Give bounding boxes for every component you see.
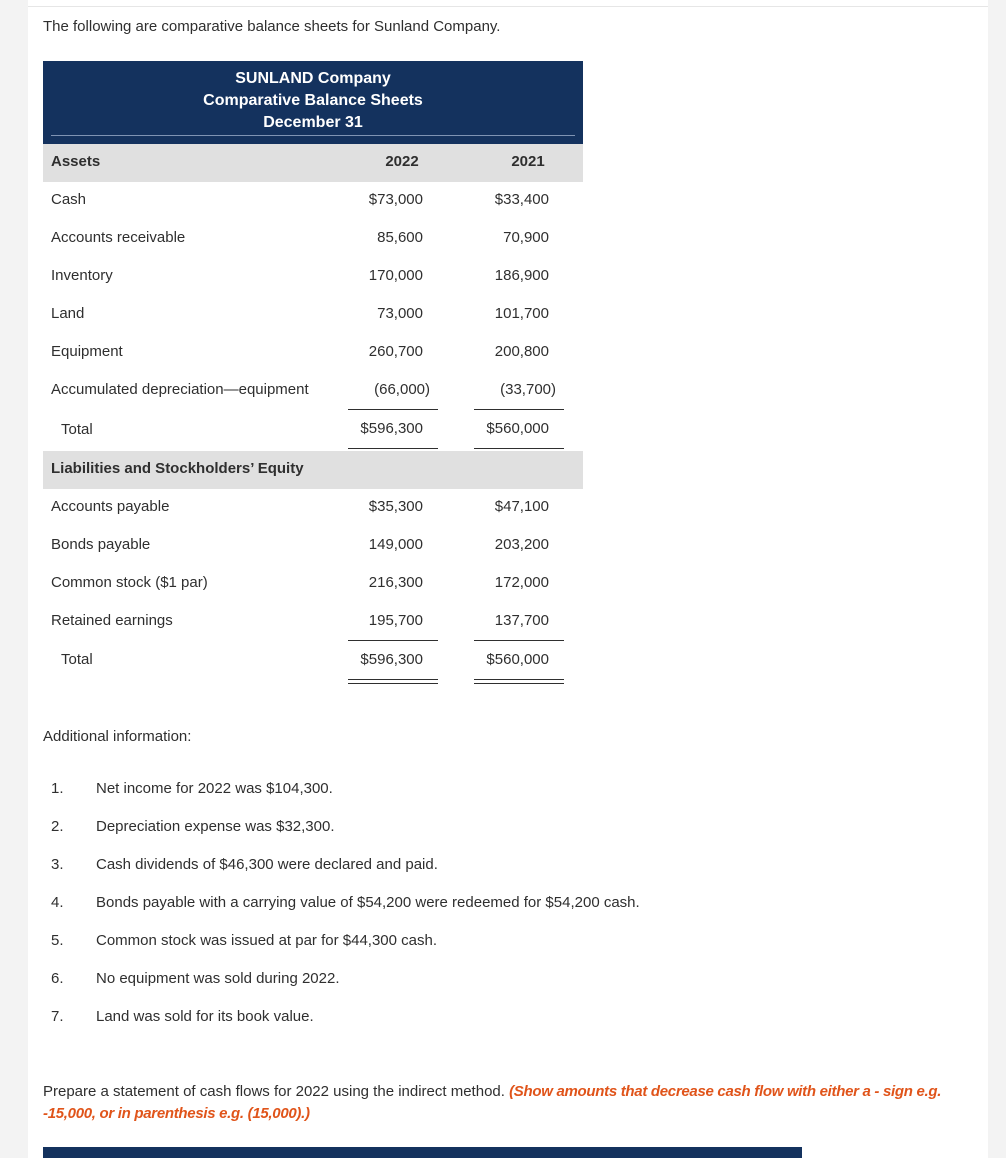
assets-heading: Assets: [51, 153, 101, 170]
liab-total-2022: $596,300: [360, 651, 423, 668]
assets-total-2021: $560,000: [486, 420, 549, 437]
liability-row-2021: 137,700: [494, 612, 549, 629]
liability-row-2021: 203,200: [494, 536, 549, 553]
info-item-number: 2.: [51, 818, 64, 835]
year-2022-header: 2022: [385, 153, 419, 170]
info-item-number: 3.: [51, 856, 64, 873]
info-item-number: 6.: [51, 970, 64, 987]
liab-total-label: Total: [61, 651, 93, 668]
instruction: [43, 1081, 963, 1125]
statement-date: December 31: [263, 114, 363, 131]
asset-row-2022: $73,000: [368, 191, 423, 208]
info-item-text: Depreciation expense was $32,300.: [96, 818, 335, 835]
asset-row-2022: 170,000: [368, 267, 423, 284]
info-item-text: Common stock was issued at par for $44,300 cash.: [96, 932, 438, 949]
asset-row-2021: 186,900: [494, 267, 549, 284]
balance-sheet-header: [43, 61, 583, 144]
info-item-text: Cash dividends of $46,300 were declared and paid.: [96, 856, 438, 873]
asset-row-label: Accounts receivable: [51, 229, 186, 246]
asset-row-2021: 101,700: [494, 305, 549, 322]
asset-row-2021: 70,900: [503, 229, 549, 246]
asset-row-2022: (66,000): [374, 381, 430, 398]
liability-row-label: Accounts payable: [51, 498, 170, 515]
intro-text: The following are comparative balance sheets for Sunland Company.: [43, 18, 501, 35]
asset-row-2021: (33,700): [500, 381, 556, 398]
subtotal-rule: [474, 409, 564, 410]
liability-row-label: Retained earnings: [51, 612, 173, 629]
divider: [28, 6, 988, 7]
total-double-rule: [474, 679, 564, 684]
subtotal-rule: [348, 640, 438, 641]
instruction-text: Prepare a statement of cash flows for 2022 using the indirect method.: [43, 1083, 505, 1100]
liability-row-2022: 195,700: [368, 612, 423, 629]
additional-info-heading: Additional information:: [43, 728, 192, 745]
asset-row-label: Equipment: [51, 343, 123, 360]
subtotal-rule: [348, 409, 438, 410]
asset-row-2021: 200,800: [494, 343, 549, 360]
info-item-number: 4.: [51, 894, 64, 911]
asset-row-label: Cash: [51, 191, 87, 208]
liability-row-label: Bonds payable: [51, 536, 151, 553]
total-double-rule: [348, 679, 438, 684]
asset-row-2022: 85,600: [377, 229, 423, 246]
info-item-number: 7.: [51, 1008, 64, 1025]
company-name: SUNLAND Company: [235, 70, 391, 87]
asset-row-2022: 260,700: [368, 343, 423, 360]
asset-row-2022: 73,000: [377, 305, 423, 322]
liabilities-heading: Liabilities and Stockholders’ Equity: [51, 460, 304, 477]
liability-row-2021: 172,000: [494, 574, 549, 591]
asset-row-label: Inventory: [51, 267, 113, 284]
info-item-text: Net income for 2022 was $104,300.: [96, 780, 333, 797]
liab-total-2021: $560,000: [486, 651, 549, 668]
asset-row-label: Land: [51, 305, 85, 322]
liability-row-2022: $35,300: [368, 498, 423, 515]
header-rule: [51, 135, 575, 136]
subtotal-rule: [474, 640, 564, 641]
assets-total-label: Total: [61, 421, 93, 438]
assets-total-2022: $596,300: [360, 420, 423, 437]
info-item-number: 1.: [51, 780, 64, 797]
info-item-text: No equipment was sold during 2022.: [96, 970, 340, 987]
liability-row-2021: $47,100: [494, 498, 549, 515]
info-item-text: Bonds payable with a carrying value of $54,200 were redeemed for $54,200 cash.: [96, 894, 640, 911]
liability-row-2022: 149,000: [368, 536, 423, 553]
answer-table-header: [43, 1147, 802, 1158]
liability-row-2022: 216,300: [368, 574, 423, 591]
liability-row-label: Common stock ($1 par): [51, 574, 208, 591]
info-item-text: Land was sold for its book value.: [96, 1008, 314, 1025]
instruction-hint: (Show amounts that decrease cash flow with either a - sign e.g. -15,000, or in parenthesis e.g. (15,000).): [43, 1083, 942, 1122]
asset-row-2021: $33,400: [494, 191, 549, 208]
info-item-number: 5.: [51, 932, 64, 949]
asset-row-label: Accumulated depreciation—equipment: [51, 381, 309, 398]
statement-title: Comparative Balance Sheets: [203, 92, 423, 109]
year-2021-header: 2021: [511, 153, 545, 170]
